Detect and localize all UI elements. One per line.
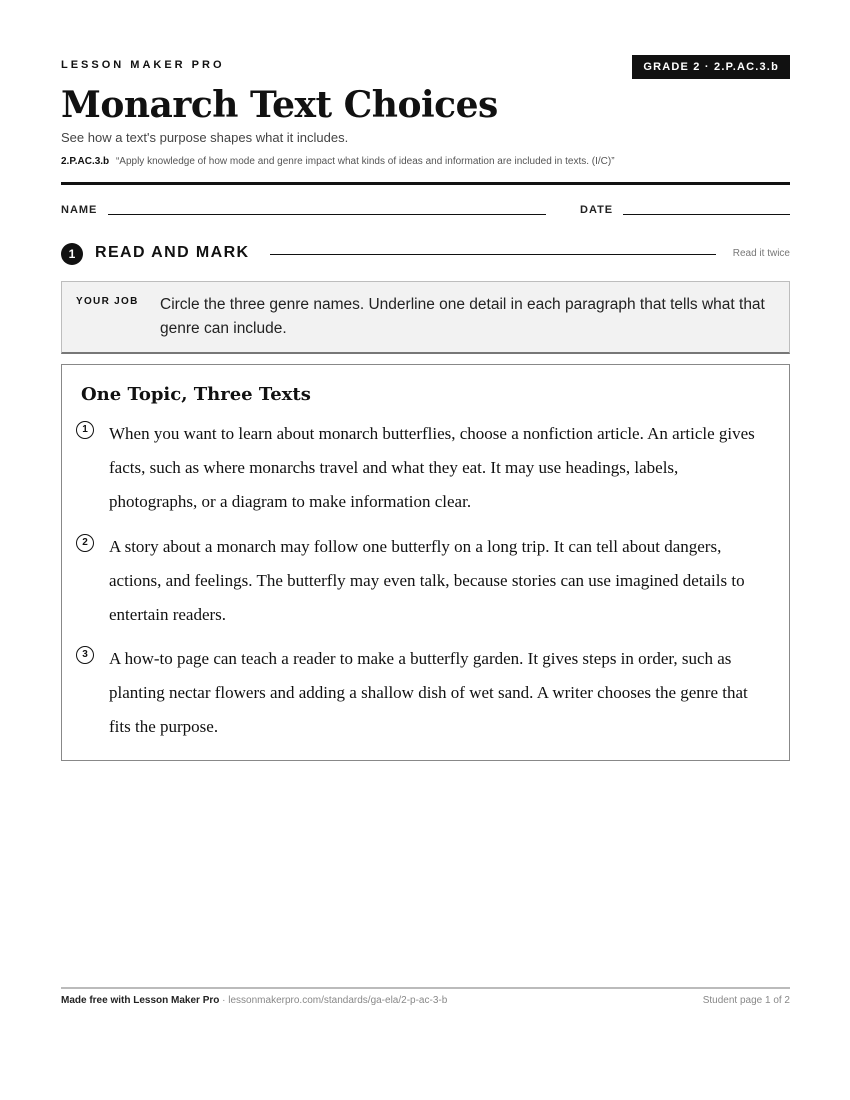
- footer-credit: [61, 995, 447, 1006]
- footer-divider: [61, 987, 790, 989]
- passage-paragraph: [76, 642, 776, 752]
- paragraph-text: A story about a monarch may follow one butterfly on a long trip. It can tell about dangers, actions, and feelings. The butterfly may even talk, because stories can use imagined details to entertain readers.: [109, 537, 745, 624]
- paragraph-text: When you want to learn about monarch butterflies, choose a nonfiction article. An article gives facts, such as where monarchs travel and what they eat. It may use headings, labels, photographs, or a diagram to make information clear.: [109, 424, 755, 511]
- section-header: [61, 242, 790, 266]
- instructions-label: YOUR JOB: [76, 296, 139, 307]
- section-title: READ AND MARK: [95, 244, 250, 261]
- section-divider: [270, 254, 716, 255]
- paragraph-text: A how-to page can teach a reader to make a butterfly garden. It gives steps in order, such as planting nectar flowers and adding a shallow dish of wet sand. A writer chooses the genre that fits the purpose.: [109, 649, 748, 736]
- page-title: Monarch Text Choices: [61, 84, 498, 126]
- paragraph-number: 2: [76, 534, 94, 552]
- date-label: DATE: [580, 204, 614, 216]
- passage-paragraph: [76, 530, 776, 640]
- instructions-box: [61, 281, 790, 354]
- brand-name: LESSON MAKER PRO: [61, 59, 225, 71]
- footer-brand: Made free with Lesson Maker Pro: [61, 995, 220, 1006]
- name-field[interactable]: [108, 214, 546, 215]
- standard-line: [61, 156, 615, 167]
- section-number-badge: 1: [61, 243, 83, 265]
- paragraph-number: 1: [76, 421, 94, 439]
- footer-url[interactable]: · lessonmakerpro.com/standards/ga-ela/2-p-ac-3-b: [219, 995, 448, 1006]
- passage-title: One Topic, Three Texts: [81, 384, 311, 405]
- standard-code: 2.P.AC.3.b: [61, 156, 110, 167]
- worksheet-page: [61, 0, 790, 1100]
- section-note: Read it twice: [732, 248, 790, 259]
- header-divider: [61, 182, 790, 185]
- page-subtitle: See how a text's purpose shapes what it includes.: [61, 130, 349, 145]
- standard-text: “Apply knowledge of how mode and genre impact what kinds of ideas and information are included in texts. (I/C)”: [115, 156, 615, 167]
- paragraph-number: 3: [76, 646, 94, 664]
- reading-passage-box: [61, 364, 790, 761]
- passage-paragraph: [76, 417, 776, 527]
- page-number: Student page 1 of 2: [702, 995, 790, 1006]
- date-field[interactable]: [623, 214, 790, 215]
- grade-badge: GRADE 2 · 2.P.AC.3.b: [632, 55, 790, 79]
- instructions-text: Circle the three genre names. Underline one detail in each paragraph that tells what that genre can include.: [160, 296, 765, 337]
- name-label: NAME: [61, 204, 98, 216]
